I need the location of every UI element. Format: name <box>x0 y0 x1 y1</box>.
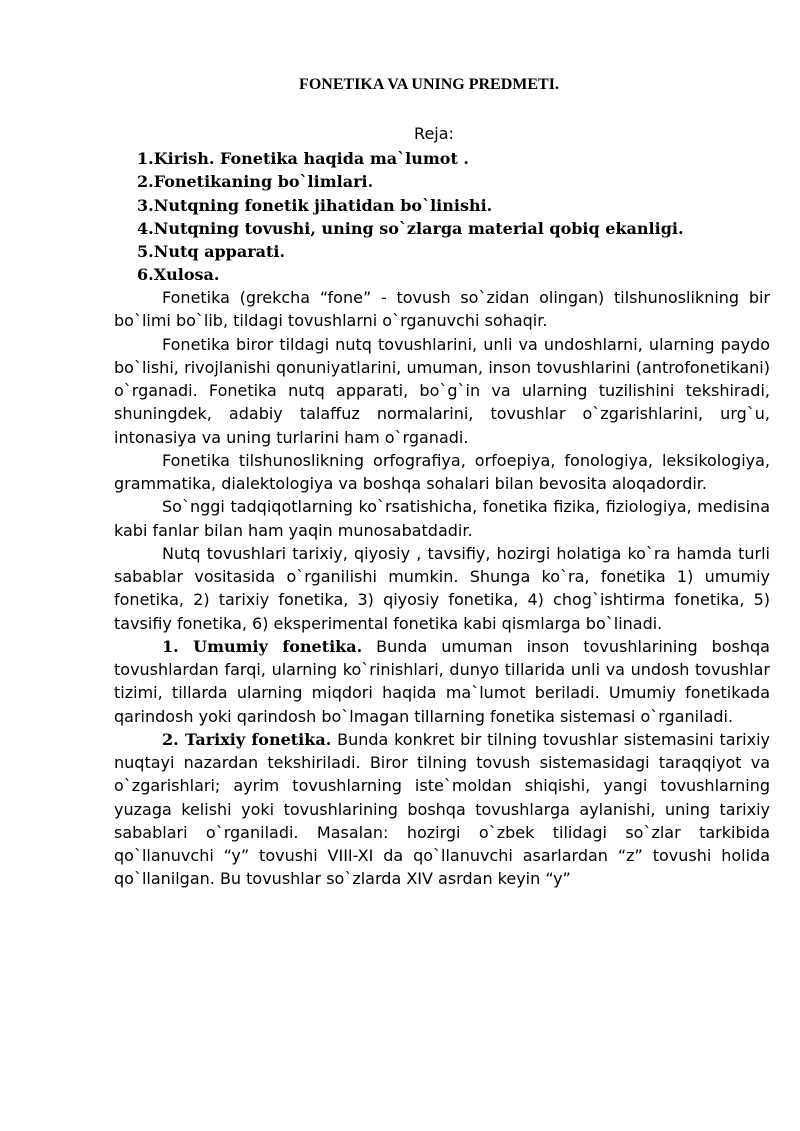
section-text: Bunda konkret bir tilning tovushlar sistemasini tarixiy nuqtayi nazardan tekshiriladi. Biror tilning tovush sistemasidagi taraqqiyot va o`zgarishlari; ayrim tovushlarning iste`moldan shiqishi, yangi tovushlarning yuzaga kelishi yoki tovushlarining boshqa tovushlarga aylanishi, uning tarixiy sabablari o`rganiladi. Masalan: hozirgi o`zbek tilidagi so`zlar tarkibida qo`llanuvchi “y” tovushi VIII-XI da qo`llanuvchi asarlardan “z” tovushi holida qo`llanilgan. Bu tovushlar so`zlarda XIV asrdan keyin “y” <box>114 729 771 889</box>
plan-list <box>137 147 684 287</box>
body-paragraph: So`nggi tadqiqotlarning ko`rsatishicha, fonetika fizika, fiziologiya, medisina kabi fanlar bilan ham yaqin munosabatdadir. <box>114 497 770 540</box>
plan-heading: Reja: <box>414 124 454 143</box>
body-paragraph: Fonetika biror tildagi nutq tovushlarini, unli va undoshlarni, ularning paydo bo`lishi, rivojlanishi qonuniyatlarini, umuman, inson tovushlarini (antrofonetikani) o`rganadi. Fonetika nutq apparati, bo`g`in va ularning tuzilishini tekshiradi, shuningdek, adabiy talaffuz normalarini, tovushlar o`zgarishlarini, urg`u, intonasiya va uning turlarini ham o`rganadi. <box>114 334 770 447</box>
plan-item: 4.Nutqning tovushi, uning so`zlarga material qobiq ekanligi. <box>137 218 684 238</box>
section-paragraph-tarixiy <box>114 728 770 891</box>
plan-item: 6.Xulosa. <box>137 265 220 285</box>
document-title: FONETIKA VA UNING PREDMETI. <box>299 76 559 93</box>
body-paragraph: Fonetika (grekcha “fone” - tovush so`zidan olingan) tilshunoslikning bir bo`limi bo`lib, tildagi tovushlarni o`rganuvchi sohaqir. <box>114 288 770 331</box>
section-paragraph-umumiy <box>114 635 770 728</box>
plan-item: 2.Fonetikaning bo`limlari. <box>137 172 374 192</box>
section-heading: 2. Tarixiy fonetika. <box>162 729 332 749</box>
plan-item: 5.Nutq apparati. <box>137 242 286 262</box>
plan-item: 1.Kirish. Fonetika haqida ma`lumot . <box>137 149 469 168</box>
plan-item: 3.Nutqning fonetik jihatidan bo`linishi. <box>137 195 493 215</box>
body-paragraph: Nutq tovushlari tarixiy, qiyosiy , tavsifiy, hozirgi holatiga ko`ra hamda turli sabablar vositasida o`rganilishi mumkin. Shunga ko`ra, fonetika 1) umumiy fonetika, 2) tarixiy fonetika, 3) qiyosiy fonetika, 4) chog`ishtirma fonetika, 5) tavsifiy fonetika, 6) eksperimental fonetika kabi qismlarga bo`linadi. <box>114 543 770 633</box>
body-paragraph: Fonetika tilshunoslikning orfografiya, orfoepiya, fonologiya, leksikologiya, grammatika, dialektologiya va boshqa sohalari bilan bevosita aloqadordir. <box>114 450 770 493</box>
section-text: Bunda umuman inson tovushlarining boshqa tovushlardan farqi, ularning ko`rinishlari, dunyo tillarida unli va undosh tovushlar tizimi, tillarda ularning miqdori haqida ma`lumot beriladi. Umumiy fonetikada qarindosh yoki qarindosh bo`lmagan tillarning fonetika sistemasi o`rganiladi. <box>114 636 770 726</box>
section-heading: 1. Umumiy fonetika. <box>162 636 363 656</box>
document-body <box>114 286 770 891</box>
